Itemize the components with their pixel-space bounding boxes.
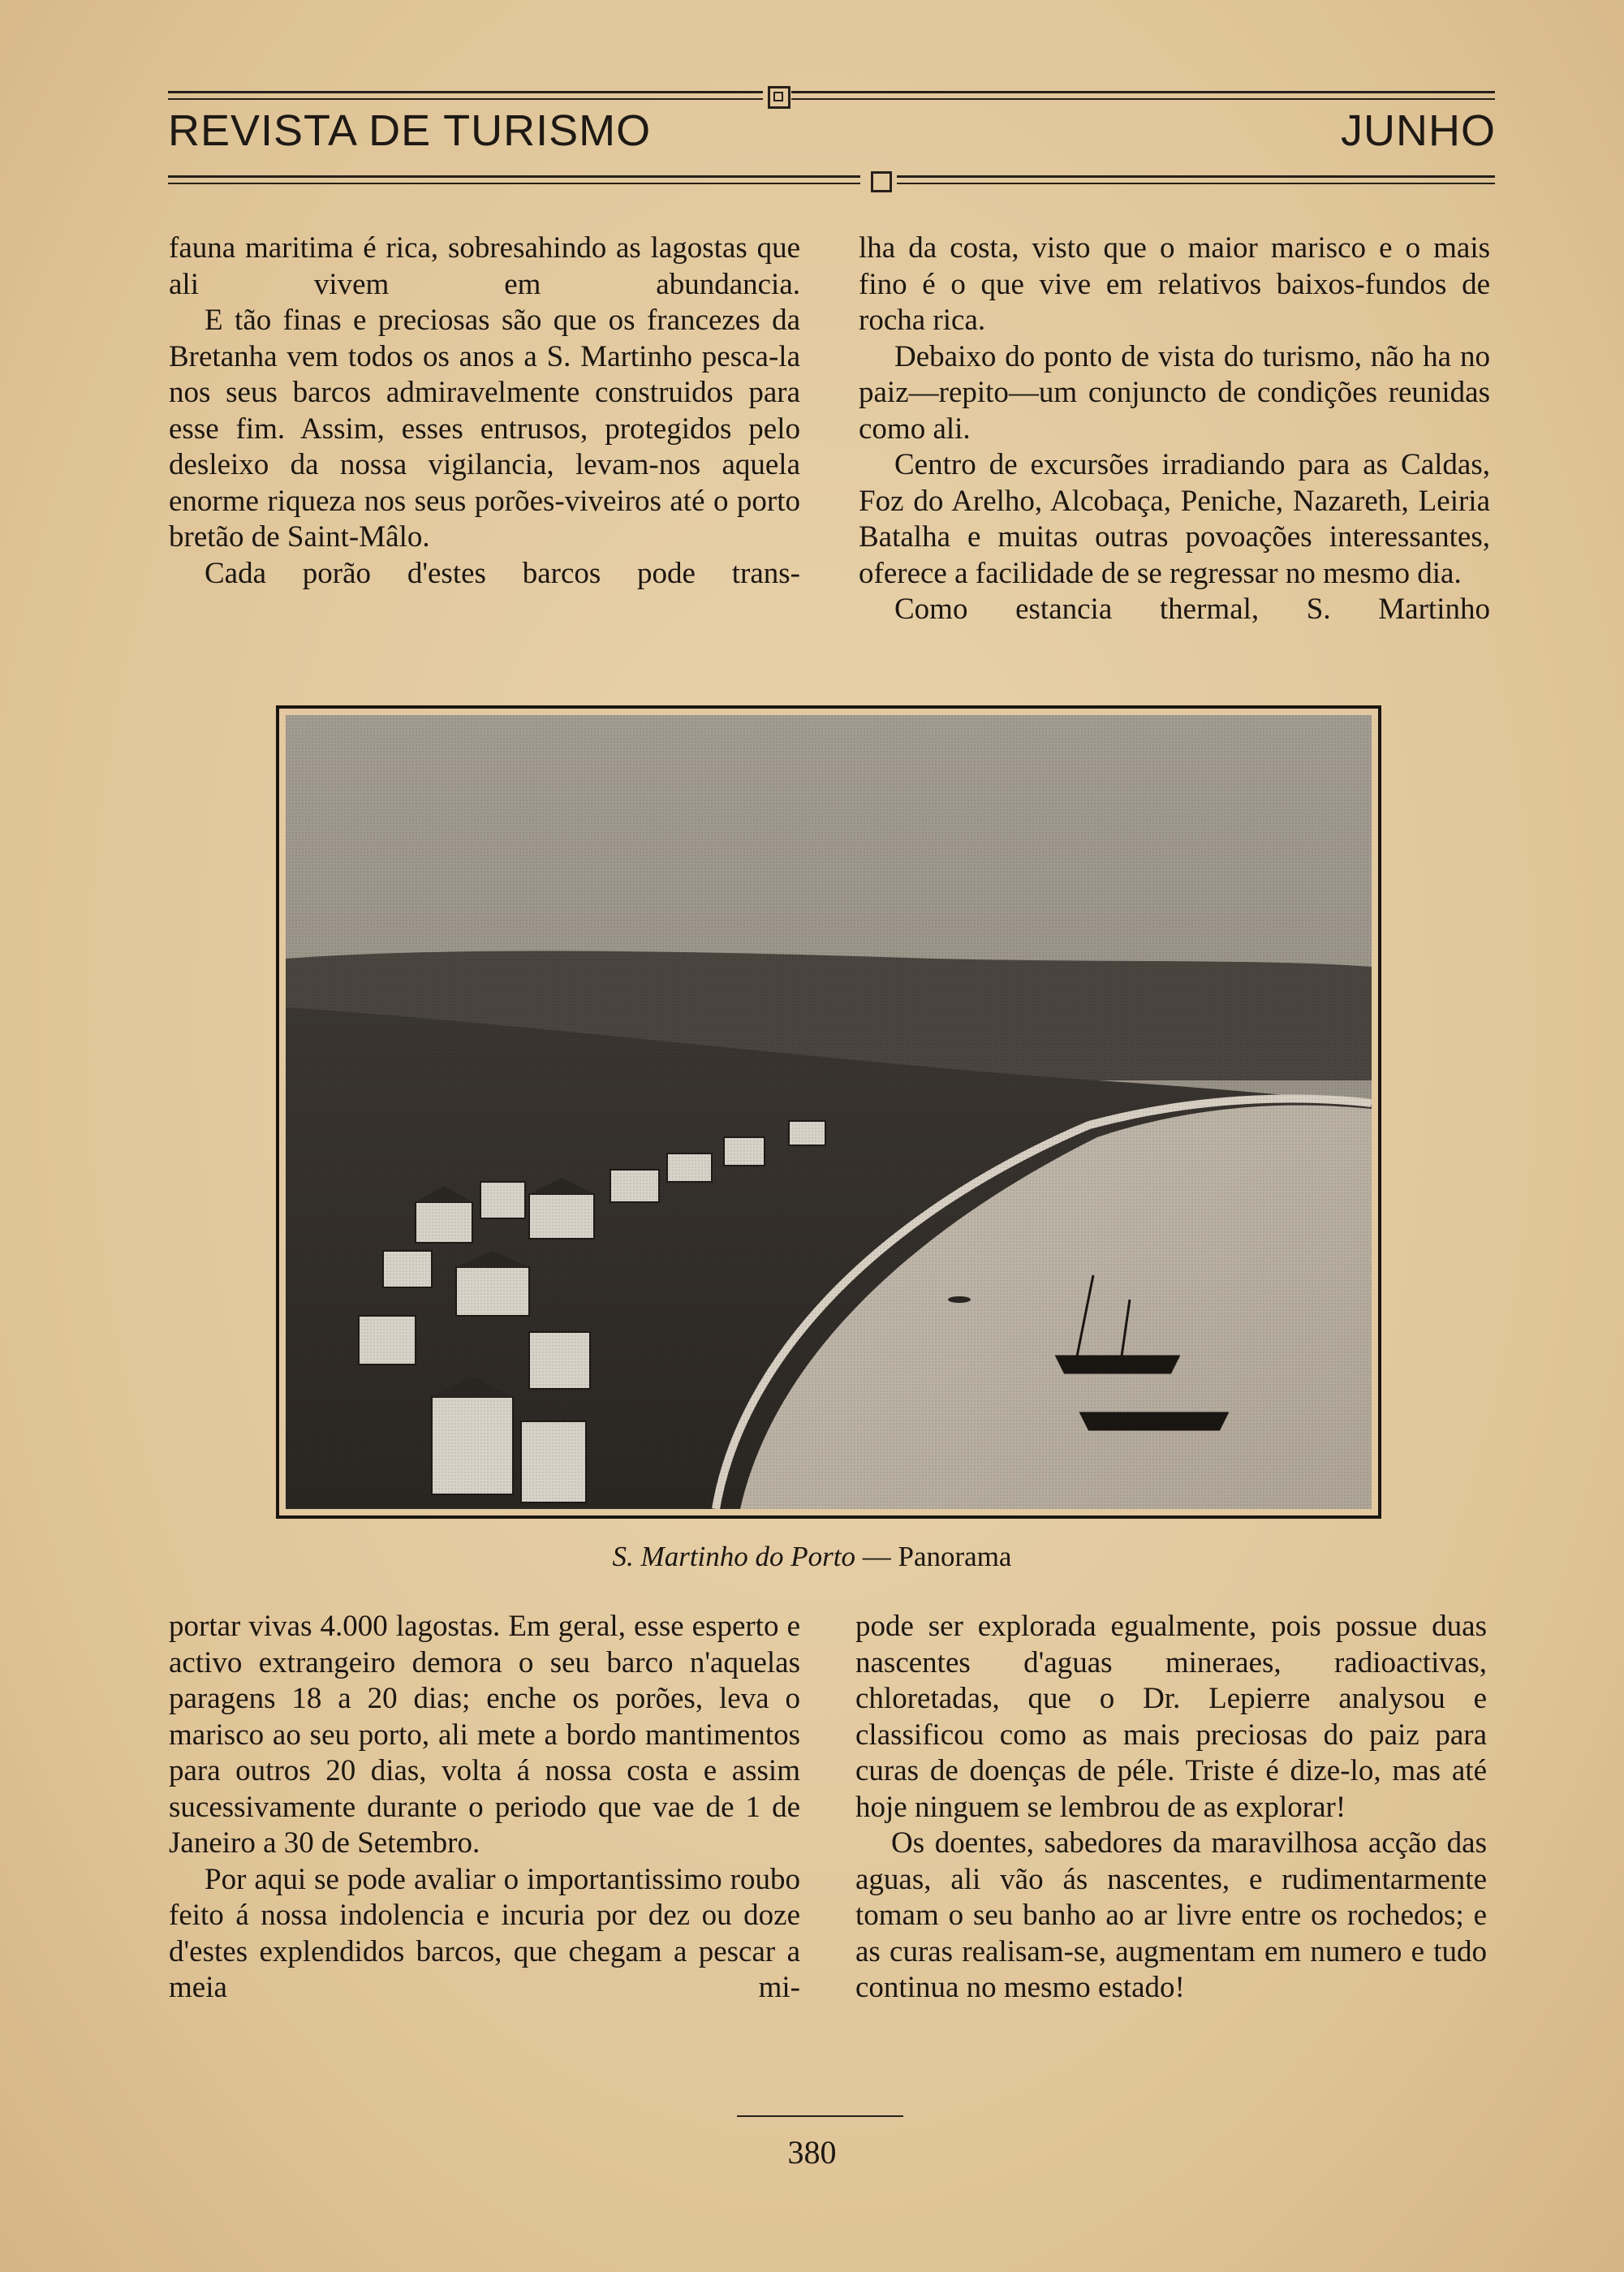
paragraph: portar vivas 4.000 lagostas. Em geral, esse esperto e activo extrangeiro demora o seu barco n'aquelas paragens 18 a 20 dias; enche os porões, leva o marisco ao seu porto, ali mete a bordo mantimentos para outros 20 dias, volta á nossa costa e assim sucessivamente durante o periodo que vae de 1 de Janeiro a 30 de Setembro.: [169, 1610, 800, 1860]
paragraph: Debaixo do ponto de vista do turismo, não ha no paiz—repito—um conjuncto de condições reunidas como ali.: [859, 339, 1490, 446]
caption-rest: — Panorama: [855, 1541, 1012, 1572]
magazine-title: REVISTA DE TURISMO: [168, 106, 652, 155]
header-bottom-rule-left: [168, 175, 860, 178]
text-column-top-left: [169, 231, 800, 592]
paragraph: pode ser explorada egualmente, pois possue duas nascentes d'aguas mineraes, radioactivas, chloretadas, que o Dr. Lepierre analysou e classificou como as mais preciosas do paiz para curas de doenças de péle. Triste é dize-lo, mas até hoje ninguem se lembrou de as explorar!: [855, 1610, 1487, 1824]
paragraph: Os doentes, sabedores da maravilhosa acção das aguas, ali vão ás nascentes, e rudimentarmente tomam o seu banho ao ar livre entre os rochedos; e as curas realisam-se, augmentam em numero e tudo continua no mesmo estado!: [855, 1826, 1487, 2004]
text-column-top-right: [859, 231, 1490, 628]
header-top-rule-right-2: [791, 98, 1495, 100]
issue-month: JUNHO: [1341, 106, 1496, 155]
page-number: 380: [787, 2134, 837, 2171]
header-bottom-rule-right: [897, 175, 1495, 178]
paragraph: Centro de excursões irradiando para as Caldas, Foz do Arelho, Alcobaça, Peniche, Nazareth, Leiria Batalha e muitas outras povoações interessantes, oferece a facilidade de se regressar no mesmo dia.: [859, 448, 1490, 590]
paragraph: fauna maritima é rica, sobresahindo as lagostas que ali vivem em abundancia.: [169, 231, 800, 301]
text-column-bottom-right: [855, 1609, 1487, 2007]
photo-caption: [0, 1541, 1624, 1573]
paragraph: Por aqui se pode avaliar o importantissimo roubo feito á nossa indolencia e incuria por dez ou doze d'estes explendidos barcos, que chegam a pescar a meia mi-: [169, 1862, 800, 2004]
header-bottom-rule-right-2: [897, 183, 1495, 184]
header-top-rule-left: [168, 91, 763, 93]
text-column-bottom-left: [169, 1609, 800, 2007]
header-top-rule-left-2: [168, 98, 763, 100]
header-bottom-rule-left-2: [168, 183, 860, 184]
panorama-photo: [286, 715, 1372, 1509]
header-top-rule-right: [791, 91, 1495, 93]
paragraph: Como estancia thermal, S. Martinho: [894, 593, 1490, 626]
panorama-photo-image: [286, 715, 1372, 1509]
paragraph: lha da costa, visto que o maior marisco e o mais fino é o que vive em relativos baixos-fundos de rocha rica.: [859, 231, 1490, 337]
header-ornament-top-inner: [773, 92, 783, 101]
folio-rule: [737, 2115, 903, 2117]
panorama-photo-frame: [276, 705, 1381, 1519]
paragraph: Cada porão d'estes barcos pode trans-: [205, 556, 800, 590]
caption-place: S. Martinho do Porto: [612, 1541, 855, 1572]
paragraph: E tão finas e preciosas são que os francezes da Bretanha vem todos os anos a S. Martinho pesca-la nos seus barcos admiravelmente construidos para esse fim. Assim, esses entrusos, protegidos pelo desleixo da nossa vigilancia, levam-nos aquela enorme riqueza nos seus porões-viveiros até o porto bretão de Saint-Mâlo.: [169, 304, 800, 554]
header-ornament-bottom: [871, 171, 892, 192]
